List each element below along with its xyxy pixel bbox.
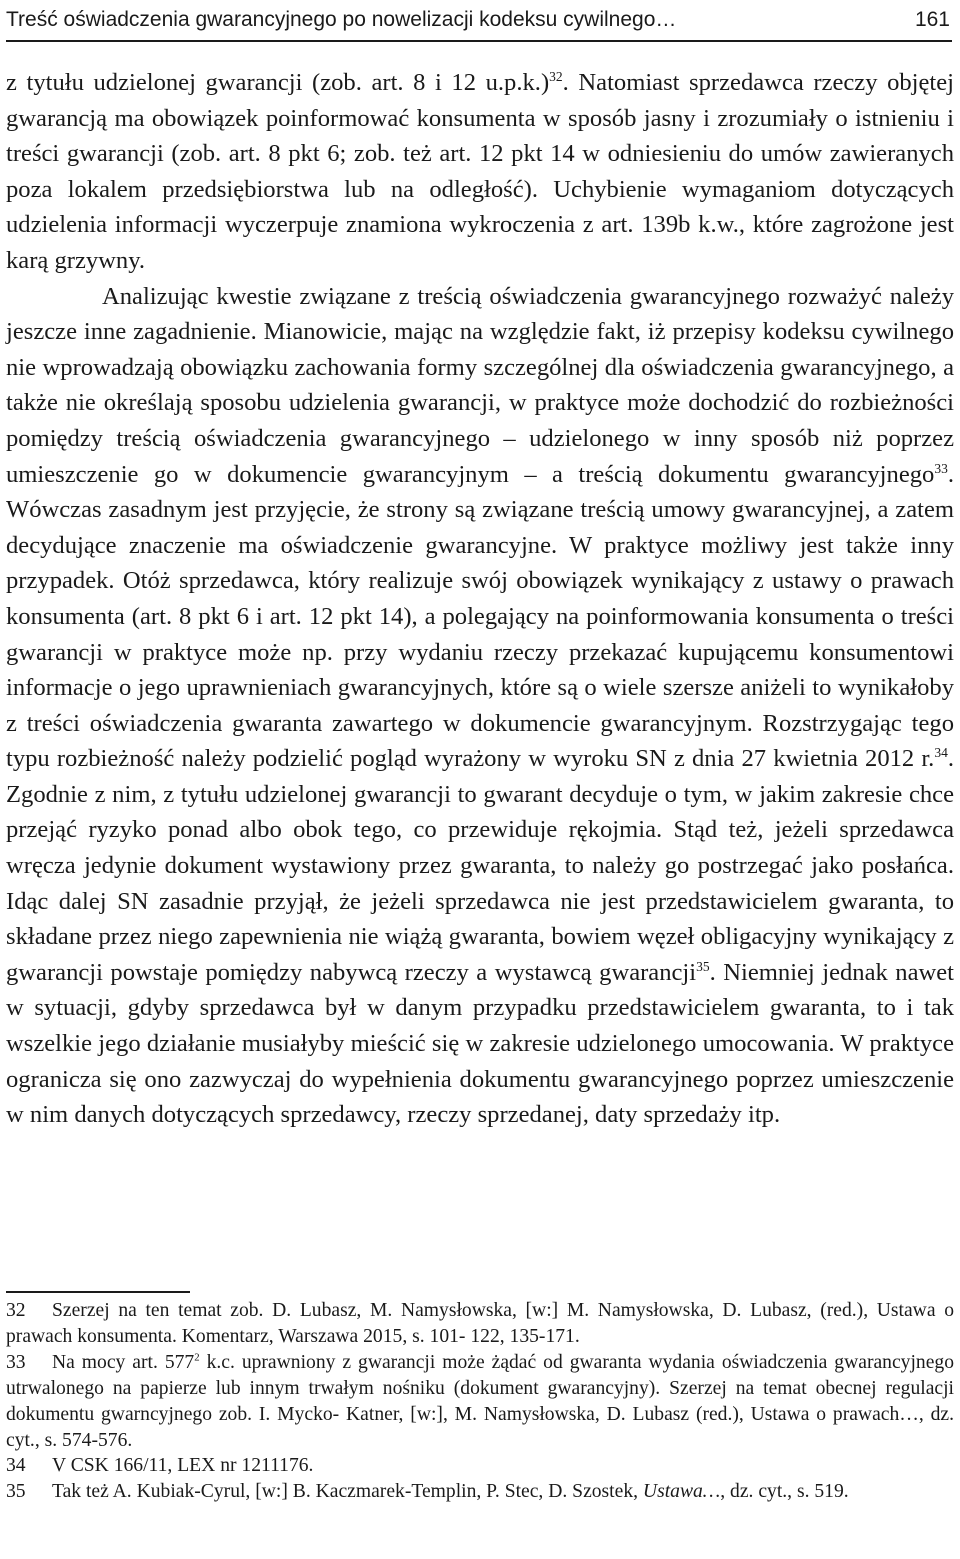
body-text [6,65,954,1133]
footnote-32-number: 32 [6,1300,26,1321]
footnote-32-text: Szerzej na ten temat zob. D. Lubasz, M. Namysłowska, [w:] M. Namysłowska, D. Lubasz, (red.), Ustawa o prawach konsumenta. Komentarz, Warszawa 2015, s. 101- 122, 135-171. [6,1300,954,1347]
footnote-33 [6,1350,954,1454]
footnote-ref-32: 32 [549,68,563,84]
footnote-33-superscript: 2 [194,1351,200,1364]
footnote-ref-33: 33 [934,460,948,476]
footnote-34 [6,1453,954,1479]
footnote-35-text-a: Tak też A. Kubiak-Cyrul, [w:] B. Kaczmarek-Templin, P. Stec, D. Szostek, [52,1481,643,1503]
footnote-ref-34: 34 [934,745,948,761]
header-rule [6,40,952,42]
footnote-33-text-a: Na mocy art. 577 [52,1351,195,1373]
paragraph-1 [6,65,954,279]
footnote-ref-35: 35 [696,958,710,974]
footnote-32 [6,1298,954,1350]
footnote-33-number: 33 [6,1351,26,1373]
footnote-35-italic-title: Ustawa… [642,1481,721,1503]
paragraph-2-text-a: Analizując kwestie związane z treścią oświadczenia gwarancyjnego rozważyć należy jeszcze inne zagadnienie. Mianowicie, mając na względzie fakt, iż przepisy kodeksu cywilnego nie wprowadzają obowiązku zachowania formy szczególnej dla oświadczenia gwarancyjnego, a także nie określają sposobu udzielenia gwarancji, w praktyce może dochodzić do rozbieżności pomiędzy treścią oświadczenia gwarancyjnego – udzielonego w inny sposób niż poprzez umieszczenie go w dokumencie gwarancyjnym – a treścią dokumentu gwarancyjnego [6,282,954,488]
footnote-35-text-b: , dz. cyt., s. 519. [720,1481,849,1503]
footnote-35-number: 35 [6,1481,26,1503]
footnote-rule [6,1291,190,1293]
footnote-34-text: V CSK 166/11, LEX nr 1211176. [52,1455,314,1477]
paragraph-1-text-a: z tytułu udzielonej gwarancji (zob. art. 8 i 12 u.p.k.) [6,69,550,96]
footnote-33-text-b: k.c. uprawniony z gwarancji może żądać od gwaranta wydania oświadczenia gwarancyjnego utrwalonego na papierze lub innym trwałym nośniku (dokument gwarancyjny). Szerzej na temat obecnej regulacji dokumentu gwarncyjnego zob. I. Mycko- Katner, [w:], M. Namysłowska, D. Lubasz (red.), Ustawa o prawach…, dz. cyt., s. 574-576. [6,1351,954,1451]
footnote-35 [6,1479,954,1505]
running-header [6,0,950,40]
paragraph-2-text-d: . Niemniej jednak nawet w sytuacji, gdyby sprzedawca był w danym przypadku przedstawicielem gwaranta, to i tak wszelkie jego działanie musiałyby mieścić się w zakresie udzielonego umocowania. W praktyce ogranicza się ono zazwyczaj do wypełnienia dokumentu gwarancyjnego poprzez umieszczenie w nim danych dotyczących sprzedawcy, rzeczy sprzedanej, daty sprzedaży itp. [6,958,955,1129]
paragraph-2-text-c: . Zgodnie z nim, z tytułu udzielonej gwarancji to gwarant decyduje o tym, w jakim zakresie chce przejąć ryzyko ponad albo obok tego, co przewiduje rękojmia. Stąd też, jeżeli sprzedawca wręcza jedynie dokument wystawiony przez gwaranta, to należy go postrzegać jako posłańca. Idąc dalej SN zasadnie przyjął, że jeżeli sprzedawca nie jest przedstawicielem gwaranta, to składane przez niego zapewnienia nie wiążą gwaranta, bowiem węzeł obligacyjny wynikający z gwarancji powstaje pomiędzy nabywcą rzeczy a wystawcą gwarancji [6,745,954,986]
paragraph-2 [6,279,954,1133]
running-title: Treść oświadczenia gwarancyjnego po nowelizacji kodeksu cywilnego… [6,8,677,31]
paragraph-1-text-b: . Natomiast sprzedawca rzeczy objętej gwarancją ma obowiązek poinformować konsumenta w sposób jasny i zrozumiały o istnieniu i treści gwarancji (zob. art. 8 pkt 6; zob. też art. 12 pkt 14 w odniesieniu do umów zawieranych poza lokalem przedsiębiorstwa lub na odległość). Uchybienie wymaganiom dotyczących udzielenia informacji wyczerpuje znamiona wykroczenia z art. 139b k.w., które zagrożone jest karą grzywny. [6,69,954,274]
page-number: 161 [914,8,950,31]
paragraph-2-text-b: . Wówczas zasadnym jest przyjęcie, że strony są związane treścią umowy gwarancyjnej, a zatem decydujące znaczenie ma oświadczenie gwarancyjne. W praktyce możliwy jest także inny przypadek. Otóż sprzedawca, który realizuje swój obowiązek wynikający z ustawy o prawach konsumenta (art. 8 pkt 6 i art. 12 pkt 14), a polegający na poinformowania konsumenta o treści gwarancji w praktyce może np. przy wydaniu rzeczy przekazać kupującemu konsumentowi informacje o jego uprawnieniach gwarancyjnych, które są o wiele szersze aniżeli to wynikałoby z treści oświadczenia gwaranta zawartego w dokumencie gwarancyjnym. Rozstrzygając tego typu rozbieżność należy podzielić pogląd wyrażony w wyroku SN z dnia 27 kwietnia 2012 r. [6,460,954,773]
footnote-34-number: 34 [6,1455,26,1477]
footnotes [6,1298,954,1505]
